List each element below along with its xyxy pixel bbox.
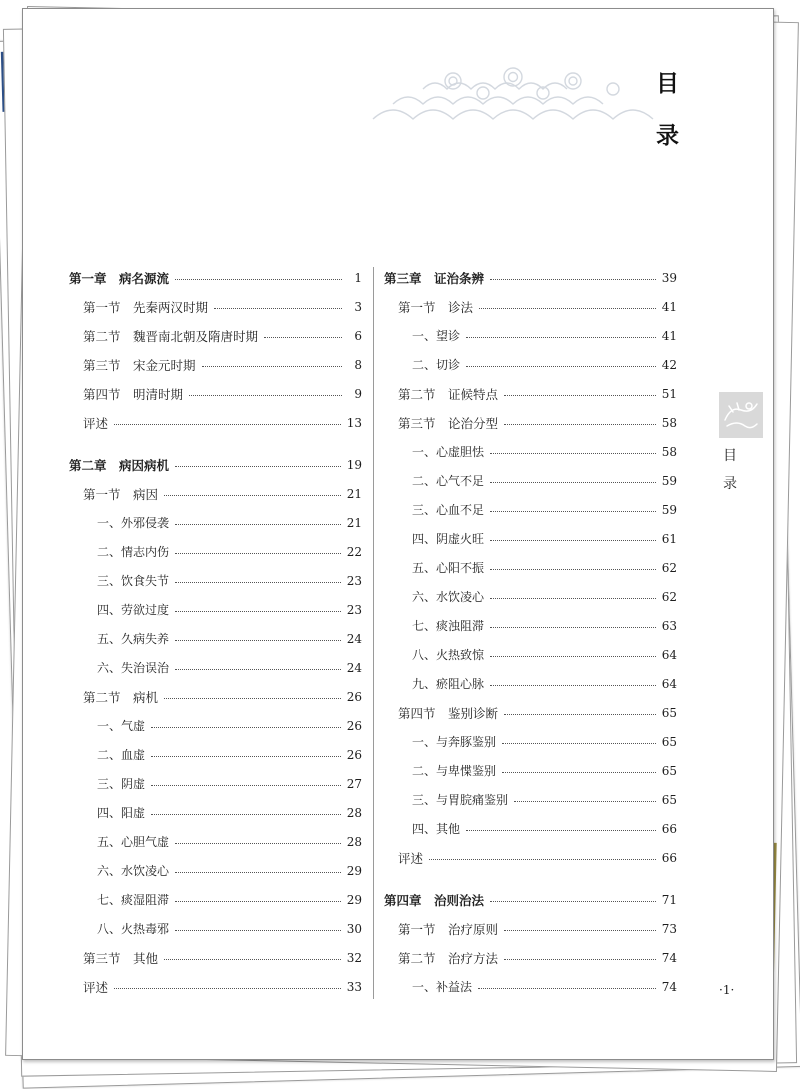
toc-entry-page: 3 <box>354 299 362 314</box>
toc-entry-section[interactable] <box>384 698 677 727</box>
toc-entry-item[interactable] <box>384 727 677 756</box>
toc-entry-page: 59 <box>661 473 677 488</box>
dot-leader <box>151 814 341 815</box>
toc-entry-section[interactable] <box>384 379 677 408</box>
dot-leader <box>175 669 341 670</box>
dot-leader <box>502 772 656 773</box>
toc-entry-title: 第四节 明清时期 <box>83 386 184 402</box>
toc-entry-item[interactable] <box>69 914 362 943</box>
toc-entry-review[interactable] <box>69 408 362 437</box>
toc-entry-title: 第一章 病名源流 <box>69 270 170 286</box>
page-title-char-2: 录 <box>656 123 679 149</box>
toc-entry-item[interactable] <box>69 508 362 537</box>
toc-entry-page: 13 <box>346 415 362 430</box>
toc-entry-page: 33 <box>346 979 362 994</box>
column-divider <box>373 267 374 999</box>
toc-entry-title: 四、其他 <box>412 822 461 836</box>
toc-entry-page: 65 <box>661 734 677 749</box>
toc-entry-title: 第四节 鉴别诊断 <box>398 705 499 721</box>
toc-entry-item[interactable] <box>384 553 677 582</box>
toc-entry-review[interactable] <box>384 843 677 872</box>
dot-leader <box>466 337 656 338</box>
toc-right-column <box>384 263 677 1001</box>
side-tab-char-2: 录 <box>723 476 737 492</box>
side-tab <box>719 392 763 438</box>
toc-entry-title: 三、心血不足 <box>412 503 485 517</box>
toc-entry-item[interactable] <box>69 566 362 595</box>
toc-entry-page: 63 <box>661 618 677 633</box>
toc-entry-section[interactable] <box>69 682 362 711</box>
toc-entry-title: 三、饮食失节 <box>97 574 170 588</box>
toc-entry-title: 第一节 病因 <box>83 486 159 502</box>
toc-entry-page: 27 <box>346 776 362 791</box>
toc-entry-section[interactable] <box>384 408 677 437</box>
toc-entry-page: 65 <box>661 763 677 778</box>
dot-leader <box>490 627 656 628</box>
toc-entry-section[interactable] <box>69 350 362 379</box>
toc-entry-page: 29 <box>346 892 362 907</box>
toc-entry-page: 26 <box>346 689 362 704</box>
toc-entry-section[interactable] <box>69 479 362 508</box>
toc-entry-page: 6 <box>354 328 362 343</box>
toc-entry-title: 七、痰湿阻滞 <box>97 893 170 907</box>
dot-leader <box>114 988 341 989</box>
dot-leader <box>175 930 341 931</box>
dot-leader <box>175 582 341 583</box>
toc-entry-title: 第二节 证候特点 <box>398 386 499 402</box>
toc-entry-title: 二、血虚 <box>97 748 146 762</box>
toc-entry-chapter[interactable] <box>69 263 362 292</box>
toc-entry-page: 74 <box>661 979 677 994</box>
toc-entry-title: 二、情志内伤 <box>97 545 170 559</box>
dragon-seal-icon <box>719 392 763 438</box>
toc-entry-page: 24 <box>346 660 362 675</box>
toc-entry-title: 一、气虚 <box>97 719 146 733</box>
toc-entry-title: 四、阴虚火旺 <box>412 532 485 546</box>
dot-leader <box>175 640 341 641</box>
toc-entry-page: 42 <box>661 357 677 372</box>
toc-entry-page: 23 <box>346 573 362 588</box>
toc-entry-item[interactable] <box>69 740 362 769</box>
toc-entry-chapter[interactable] <box>384 885 677 914</box>
dot-leader <box>175 279 342 280</box>
page-number: ·1· <box>719 983 735 997</box>
toc-entry-title: 第一节 治疗原则 <box>398 921 499 937</box>
toc-entry-page: 8 <box>354 357 362 372</box>
toc-entry-page: 58 <box>661 444 677 459</box>
dot-leader <box>504 930 656 931</box>
toc-entry-page: 66 <box>661 821 677 836</box>
toc-entry-section[interactable] <box>384 943 677 972</box>
toc-entry-item[interactable] <box>69 798 362 827</box>
toc-entry-item[interactable] <box>69 624 362 653</box>
toc-entry-title: 第三节 论治分型 <box>398 415 499 431</box>
toc-entry-item[interactable] <box>384 669 677 698</box>
dot-leader <box>175 611 341 612</box>
dot-leader <box>490 482 656 483</box>
dot-leader <box>490 569 656 570</box>
toc-entry-page: 32 <box>346 950 362 965</box>
dot-leader <box>504 395 656 396</box>
toc-entry-title: 二、心气不足 <box>412 474 485 488</box>
dot-leader <box>466 830 656 831</box>
toc-entry-review[interactable] <box>69 972 362 1001</box>
dot-leader <box>490 656 656 657</box>
toc-entry-item[interactable] <box>384 611 677 640</box>
toc-entry-title: 第三节 其他 <box>83 950 159 966</box>
toc-entry-title: 八、火热毒邪 <box>97 922 170 936</box>
side-tab-char-1: 目 <box>723 448 737 464</box>
toc-entry-page: 66 <box>661 850 677 865</box>
toc-entry-item[interactable] <box>384 756 677 785</box>
toc-entry-title: 第一节 先秦两汉时期 <box>83 299 209 315</box>
toc-entry-title: 一、外邪侵袭 <box>97 516 170 530</box>
page-title-char-1: 目 <box>656 71 679 97</box>
toc-entry-page: 64 <box>661 647 677 662</box>
dot-leader <box>202 366 342 367</box>
toc-entry-title: 五、心胆气虚 <box>97 835 170 849</box>
toc-entry-page: 74 <box>661 950 677 965</box>
toc-entry-page: 51 <box>661 386 677 401</box>
toc-entry-page: 22 <box>346 544 362 559</box>
toc-entry-page: 62 <box>661 589 677 604</box>
dot-leader <box>264 337 342 338</box>
toc-entry-page: 26 <box>346 747 362 762</box>
toc-entry-item[interactable] <box>384 640 677 669</box>
toc-entry-title: 第三节 宋金元时期 <box>83 357 196 373</box>
toc-entry-item[interactable] <box>384 321 677 350</box>
toc-entry-page: 73 <box>661 921 677 936</box>
toc-entry-page: 62 <box>661 560 677 575</box>
toc-entry-page: 26 <box>346 718 362 733</box>
toc-entry-title: 评述 <box>398 850 424 866</box>
dot-leader <box>504 959 656 960</box>
toc-entry-title: 五、久病失养 <box>97 632 170 646</box>
toc-entry-title: 第二节 治疗方法 <box>398 950 499 966</box>
dot-leader <box>175 901 341 902</box>
dot-leader <box>151 785 341 786</box>
toc-entry-item[interactable] <box>384 524 677 553</box>
dot-leader <box>490 685 656 686</box>
toc-page <box>22 8 774 1060</box>
toc-entry-chapter[interactable] <box>384 263 677 292</box>
toc-entry-item[interactable] <box>384 437 677 466</box>
dot-leader <box>490 453 656 454</box>
toc-entry-section[interactable] <box>384 914 677 943</box>
dot-leader <box>175 466 341 467</box>
toc-entry-item[interactable] <box>69 711 362 740</box>
toc-entry-title: 第四章 治则治法 <box>384 892 485 908</box>
toc-left-column <box>69 263 362 1001</box>
toc-entry-title: 四、阳虚 <box>97 806 146 820</box>
toc-entry-title: 第三章 证治条辨 <box>384 270 485 286</box>
toc-entry-section[interactable] <box>69 943 362 972</box>
dot-leader <box>429 859 656 860</box>
toc-entry-page: 1 <box>354 270 362 285</box>
dot-leader <box>478 988 656 989</box>
dot-leader <box>175 843 341 844</box>
toc-entry-title: 二、切诊 <box>412 358 461 372</box>
toc-entry-page: 64 <box>661 676 677 691</box>
dot-leader <box>164 959 341 960</box>
toc-entry-title: 评述 <box>83 415 109 431</box>
dot-leader <box>514 801 656 802</box>
toc-entry-section[interactable] <box>69 321 362 350</box>
toc-entry-title: 二、与卑惵鉴别 <box>412 764 497 778</box>
cloud-wave-ornament-icon <box>363 59 663 139</box>
toc-entry-page: 19 <box>346 457 362 472</box>
toc-entry-page: 23 <box>346 602 362 617</box>
toc-entry-item[interactable] <box>384 972 677 1001</box>
toc-entry-page: 21 <box>346 515 362 530</box>
toc-entry-page: 58 <box>661 415 677 430</box>
toc-entry-title: 第二章 病因病机 <box>69 457 170 473</box>
toc-entry-title: 七、痰浊阻滞 <box>412 619 485 633</box>
toc-entry-page: 21 <box>346 486 362 501</box>
toc-entry-title: 四、劳欲过度 <box>97 603 170 617</box>
toc-entry-title: 六、失治误治 <box>97 661 170 675</box>
chapter-gap <box>69 437 362 450</box>
toc-entry-title: 一、望诊 <box>412 329 461 343</box>
toc-entry-page: 65 <box>661 792 677 807</box>
toc-entry-item[interactable] <box>384 350 677 379</box>
dot-leader <box>175 872 341 873</box>
dot-leader <box>164 698 341 699</box>
toc-entry-item[interactable] <box>69 769 362 798</box>
chapter-gap <box>384 872 677 885</box>
toc-entry-section[interactable] <box>69 292 362 321</box>
toc-entry-page: 9 <box>354 386 362 401</box>
toc-entry-title: 六、水饮凌心 <box>412 590 485 604</box>
toc-entry-title: 六、水饮凌心 <box>97 864 170 878</box>
dot-leader <box>151 756 341 757</box>
toc-entry-title: 评述 <box>83 979 109 995</box>
dot-leader <box>490 540 656 541</box>
toc-entry-title: 第二节 魏晋南北朝及隋唐时期 <box>83 328 259 344</box>
toc-entry-item[interactable] <box>384 495 677 524</box>
toc-entry-title: 三、与胃脘痛鉴别 <box>412 793 509 807</box>
toc-entry-title: 第一节 诊法 <box>398 299 474 315</box>
toc-entry-page: 41 <box>661 299 677 314</box>
toc-entry-item[interactable] <box>384 466 677 495</box>
toc-entry-page: 71 <box>661 892 677 907</box>
toc-entry-item[interactable] <box>384 785 677 814</box>
toc-entry-item[interactable] <box>69 537 362 566</box>
toc-entry-page: 41 <box>661 328 677 343</box>
toc-entry-title: 一、与奔豚鉴别 <box>412 735 497 749</box>
toc-entry-page: 39 <box>661 270 677 285</box>
dot-leader <box>490 279 656 280</box>
dot-leader <box>151 727 341 728</box>
toc-entry-title: 五、心阳不振 <box>412 561 485 575</box>
toc-entry-page: 28 <box>346 834 362 849</box>
toc-entry-item[interactable] <box>384 814 677 843</box>
toc-entry-page: 29 <box>346 863 362 878</box>
dot-leader <box>175 524 341 525</box>
toc-entry-item[interactable] <box>384 582 677 611</box>
toc-entry-chapter[interactable] <box>69 450 362 479</box>
toc-entry-item[interactable] <box>69 827 362 856</box>
dot-leader <box>504 714 656 715</box>
toc-entry-item[interactable] <box>69 885 362 914</box>
toc-entry-page: 24 <box>346 631 362 646</box>
toc-entry-title: 三、阴虚 <box>97 777 146 791</box>
dot-leader <box>490 901 656 902</box>
dot-leader <box>214 308 342 309</box>
toc-entry-page: 59 <box>661 502 677 517</box>
dot-leader <box>189 395 342 396</box>
toc-entry-item[interactable] <box>69 595 362 624</box>
dot-leader <box>490 598 656 599</box>
dot-leader <box>114 424 341 425</box>
toc-entry-title: 一、补益法 <box>412 980 473 994</box>
dot-leader <box>502 743 656 744</box>
toc-entry-item[interactable] <box>69 856 362 885</box>
toc-entry-title: 一、心虚胆怯 <box>412 445 485 459</box>
dot-leader <box>490 511 656 512</box>
dot-leader <box>175 553 341 554</box>
toc-entry-title: 八、火热致惊 <box>412 648 485 662</box>
toc-entry-page: 65 <box>661 705 677 720</box>
toc-entry-page: 28 <box>346 805 362 820</box>
toc-entry-section[interactable] <box>69 379 362 408</box>
dot-leader <box>164 495 341 496</box>
dot-leader <box>479 308 656 309</box>
toc-entry-title: 九、瘀阻心脉 <box>412 677 485 691</box>
toc-entry-item[interactable] <box>69 653 362 682</box>
toc-entry-section[interactable] <box>384 292 677 321</box>
dot-leader <box>466 366 656 367</box>
toc-entry-page: 30 <box>346 921 362 936</box>
dot-leader <box>504 424 656 425</box>
toc-entry-title: 第二节 病机 <box>83 689 159 705</box>
toc-entry-page: 61 <box>661 531 677 546</box>
